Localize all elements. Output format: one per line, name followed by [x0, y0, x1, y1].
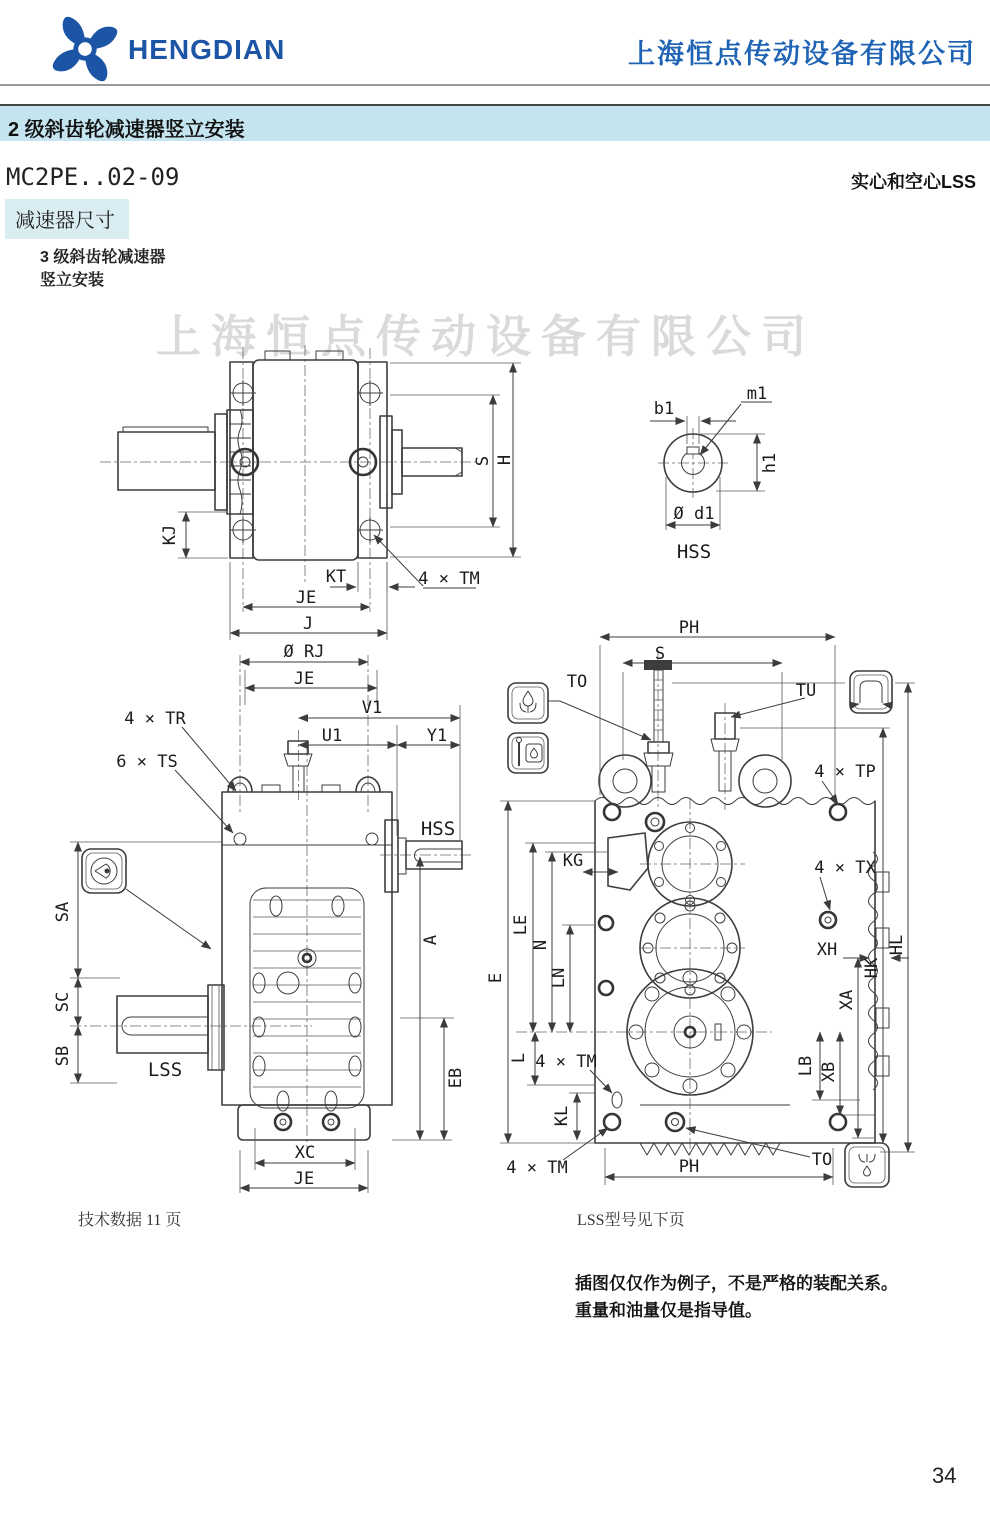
housing-bolts [604, 804, 846, 1131]
dim-le: LE [511, 914, 531, 936]
dim-tx: 4 × TX [814, 858, 876, 878]
dim-xa: XA [837, 989, 857, 1011]
dim-tm: 4 × TM [418, 569, 480, 589]
note-line1: 插图仅仅作为例子，不是严格的装配关系。 [575, 1274, 898, 1293]
dim-ph-top: PH [678, 618, 700, 638]
dim-h: H [495, 454, 515, 466]
dim-lb: LB [796, 1055, 816, 1077]
label-to-bottom: TO [811, 1150, 833, 1170]
dim-h1: h1 [760, 452, 780, 474]
caption-line1: 3 级斜齿轮减速器 [40, 249, 166, 266]
dim-a: A [421, 934, 441, 946]
dim-tp: 4 × TP [814, 762, 876, 782]
dim-j: J [302, 614, 314, 634]
dim-ph-bottom: PH [678, 1157, 700, 1177]
dim-m1: m1 [746, 384, 768, 404]
label-to-top: TO [566, 672, 588, 692]
page-number: 34 [932, 1463, 957, 1488]
dim-e: E [486, 972, 506, 984]
dim-v1: V1 [361, 698, 383, 718]
dim-hl: HL [887, 934, 907, 956]
dim-kg: KG [562, 851, 584, 871]
dim-kl: KL [552, 1105, 572, 1127]
brand-wordmark: HENGDIAN [128, 34, 286, 65]
tech-data-footnote: 技术数据 11 页 [78, 1212, 182, 1229]
shaft-type-note: 实心和空心LSS [850, 172, 976, 192]
dimensions-label: 减速器尺寸 [5, 199, 129, 239]
dim-kt: KT [325, 567, 347, 587]
dim-tm-bottom: 4 × TM [506, 1158, 568, 1178]
dim-u1: U1 [321, 726, 343, 746]
dim-l: L [509, 1052, 529, 1064]
breather-icon [508, 683, 548, 723]
dim-sc: SC [53, 991, 73, 1013]
dim-je: JE [295, 588, 317, 608]
dim-s: S [473, 455, 493, 467]
watermark: 上海恒点传动设备有限公司 [156, 311, 817, 362]
dim-tm-mid: 4 × TM [535, 1052, 597, 1072]
dim-sb: SB [53, 1045, 73, 1067]
technical-drawings [0, 290, 990, 1240]
section-title: 2 级斜齿轮减速器竖立安装 [8, 119, 245, 141]
dim-xh: XH [816, 940, 838, 960]
lss-label: LSS [147, 1059, 183, 1081]
dim-ts: 6 × TS [116, 752, 178, 772]
dim-eb: EB [446, 1067, 466, 1089]
dim-xc: XC [294, 1143, 316, 1163]
disclaimer-notes [575, 1270, 898, 1324]
header-rule [0, 84, 990, 86]
company-name: 上海恒点传动设备有限公司 [628, 39, 976, 69]
dim-b1: b1 [653, 399, 675, 419]
dim-hk: HK [862, 957, 882, 979]
dim-n: N [531, 939, 551, 951]
dim-je-top: JE [293, 669, 315, 689]
dim-y1: Y1 [426, 726, 448, 746]
dim-xb: XB [819, 1061, 839, 1083]
lss-footnote: LSS型号见下页 [577, 1212, 685, 1229]
front-hss-label: HSS [420, 818, 456, 840]
note-line2: 重量和油量仅是指导值。 [575, 1301, 762, 1320]
dim-ln: LN [549, 967, 569, 989]
label-tu: TU [795, 681, 817, 701]
caption-line2: 竖立安装 [40, 272, 105, 289]
dim-s2: S [654, 644, 666, 664]
dipstick-icon [508, 733, 548, 773]
dim-sa: SA [53, 901, 73, 923]
side-view-drawing [486, 618, 915, 1187]
hss-section-label: HSS [676, 541, 712, 563]
model-code: MC2PE..02-09 [6, 163, 180, 191]
drain-icon [845, 1143, 889, 1187]
dim-rj: Ø RJ [283, 642, 325, 662]
front-view-drawing [53, 642, 472, 1193]
section-title-bar [0, 104, 990, 141]
dim-kj: KJ [160, 524, 180, 546]
drawing-caption [40, 246, 165, 292]
oil-sight-glass-icon [82, 849, 126, 893]
dim-je-bottom: JE [293, 1169, 315, 1189]
tu-coupling-icon [850, 671, 892, 713]
hss-section-drawing [650, 384, 780, 563]
top-view-drawing [100, 345, 521, 640]
dim-tr: 4 × TR [124, 709, 186, 729]
hengdian-logo-icon [50, 16, 120, 82]
dim-d1: Ø d1 [673, 504, 715, 524]
